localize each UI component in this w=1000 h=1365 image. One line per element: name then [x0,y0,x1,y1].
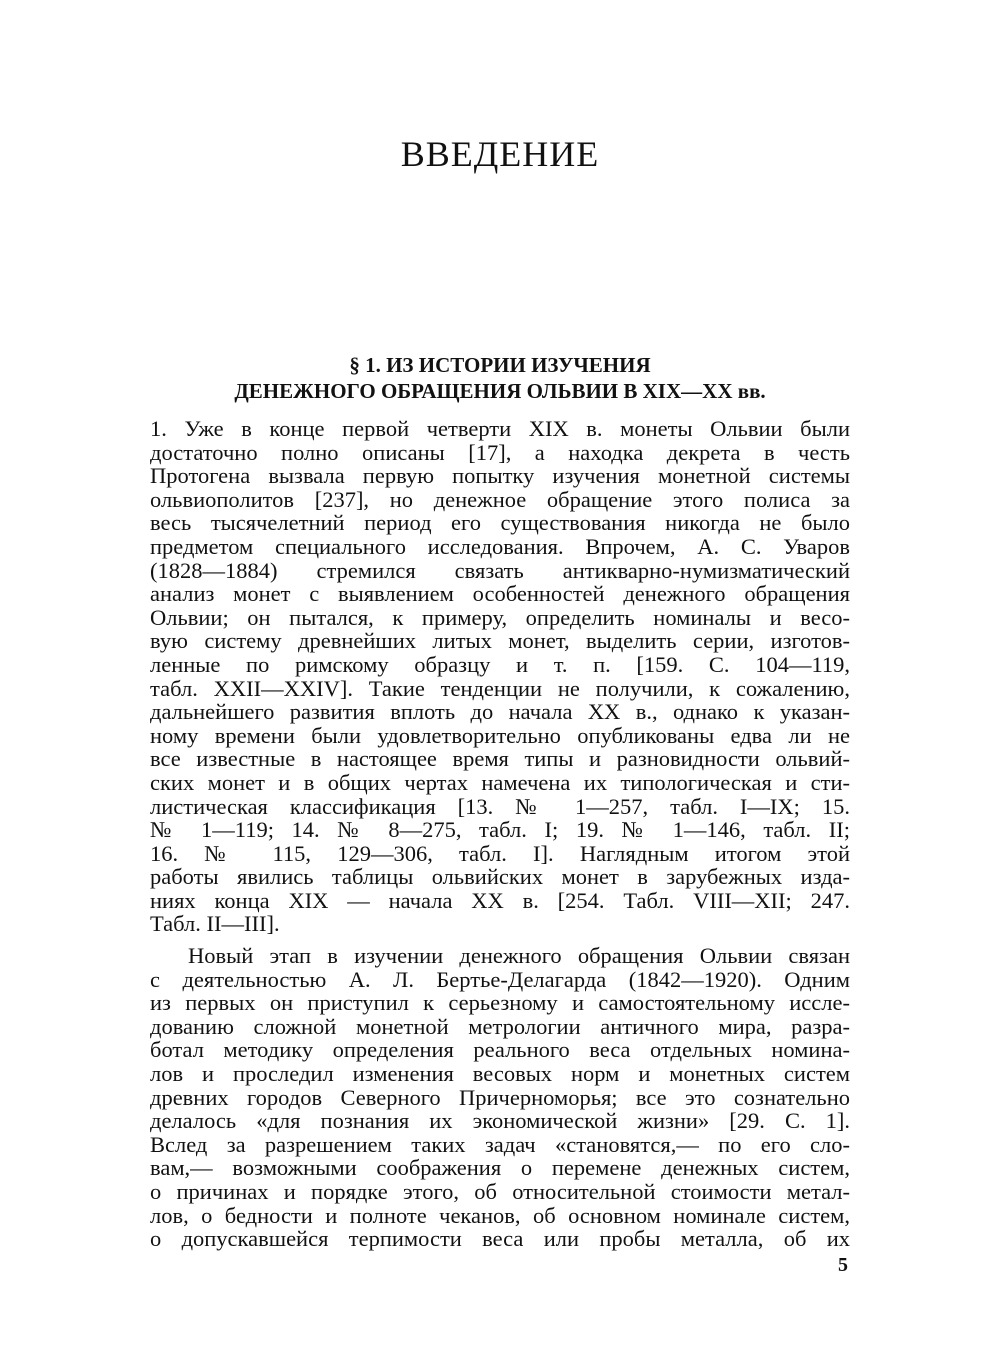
text-line: лов, о бедности и полноте чеканов, об основном номинале систем, [150,1202,850,1228]
text-line: ольвиополитов [237], но денежное обращение этого полиса за [150,486,850,512]
text-line: вам,— возможными соображения о перемене денежных систем, [150,1155,850,1181]
text-line: анализ монет с выявлением особенностей денежного обращения [150,581,850,607]
section-heading-line-2: ДЕНЕЖНОГО ОБРАЩЕНИЯ ОЛЬВИИ В XIX—XX вв. [234,379,766,403]
body-text [150,417,850,1251]
text-line: ленные по римскому образцу и т. п. [159. С. 104—119, [150,651,850,677]
text-line: делалось «для познания их экономической жизни» [29. С. 1]. [150,1108,850,1134]
paragraph-2 [150,944,850,1251]
text-line: Протогена вызвала первую попытку изучения монетной системы [150,463,850,489]
text-line: ботал методику определения реального веса отдельных номина- [150,1037,850,1063]
text-line: древних городов Северного Причерноморья; все это сознательно [150,1084,850,1110]
chapter-title: ВВЕДЕНИЕ [400,134,600,174]
text-line: все известные в настоящее время типы и разновидности ольвий- [150,746,850,772]
text-line: ниях конца XIX — начала XX в. [254. Табл. VIII—XII; 247. [150,887,850,913]
text-line: ских монет и в общих чертах намечена их типологическая и сти- [150,769,850,795]
section-heading [140,352,860,404]
text-line: с деятельностью А. Л. Бертье-Делагарда (1842—1920). Одним [150,966,850,992]
text-line: вую систему древнейших литых монет, выделить серии, изготов- [150,628,850,654]
text-line: (1828—1884) стремился связать антикварно-нумизматический [150,557,850,583]
text-line: Ольвии; он пытался, к примеру, определить номиналы и весо- [150,604,850,630]
section-heading-line-1: § 1. ИЗ ИСТОРИИ ИЗУЧЕНИЯ [349,353,651,377]
text-line: Новый этап в изучении денежного обращения Ольвии связан [188,943,850,969]
text-line: 16. № 115, 129—306, табл. I]. Наглядным итогом этой [150,840,850,866]
text-line: табл. XXII—XXIV]. Такие тенденции не получили, к сожалению, [150,675,850,701]
text-line: предметом специального исследования. Впрочем, А. С. Уваров [150,533,850,559]
text-line: дальнейшего развития вплоть до начала XX в., однако к указан- [150,699,850,725]
text-line: 1. Уже в конце первой четверти XIX в. монеты Ольвии были [150,416,850,441]
text-line: работы явились таблицы ольвийских монет в зарубежных изда- [150,864,850,890]
text-line: из первых он приступил к серьезному и самостоятельному иссле- [150,990,850,1016]
text-line: № 1—119; 14. № 8—275, табл. I; 19. № 1—146, табл. II; [150,817,850,843]
paragraph-1 [150,417,850,936]
text-line: весь тысячелетний период его существования никогда не было [150,510,850,536]
text-line: достаточно полно описаны [17], а находка декрета в честь [150,439,850,465]
text-line: листическая классификация [13. № 1—257, табл. I—IX; 15. [150,793,850,819]
text-line: о причинах и порядке этого, об относительной стоимости метал- [150,1179,850,1204]
text-line: о допускавшейся терпимости веса или пробы металла, об их [150,1226,850,1252]
text-line: лов и проследил изменения весовых норм и монетных систем [150,1061,850,1087]
text-line: Табл. II—III]. [150,911,280,937]
text-line: дованию сложной монетной метрологии античного мира, разра- [150,1013,850,1039]
text-line: Вслед за разрешением таких задач «становятся,— по его сло- [150,1131,850,1157]
page-number: 5 [838,1254,848,1276]
text-line: ному времени были удовлетворительно опубликованы едва ли не [150,722,850,748]
